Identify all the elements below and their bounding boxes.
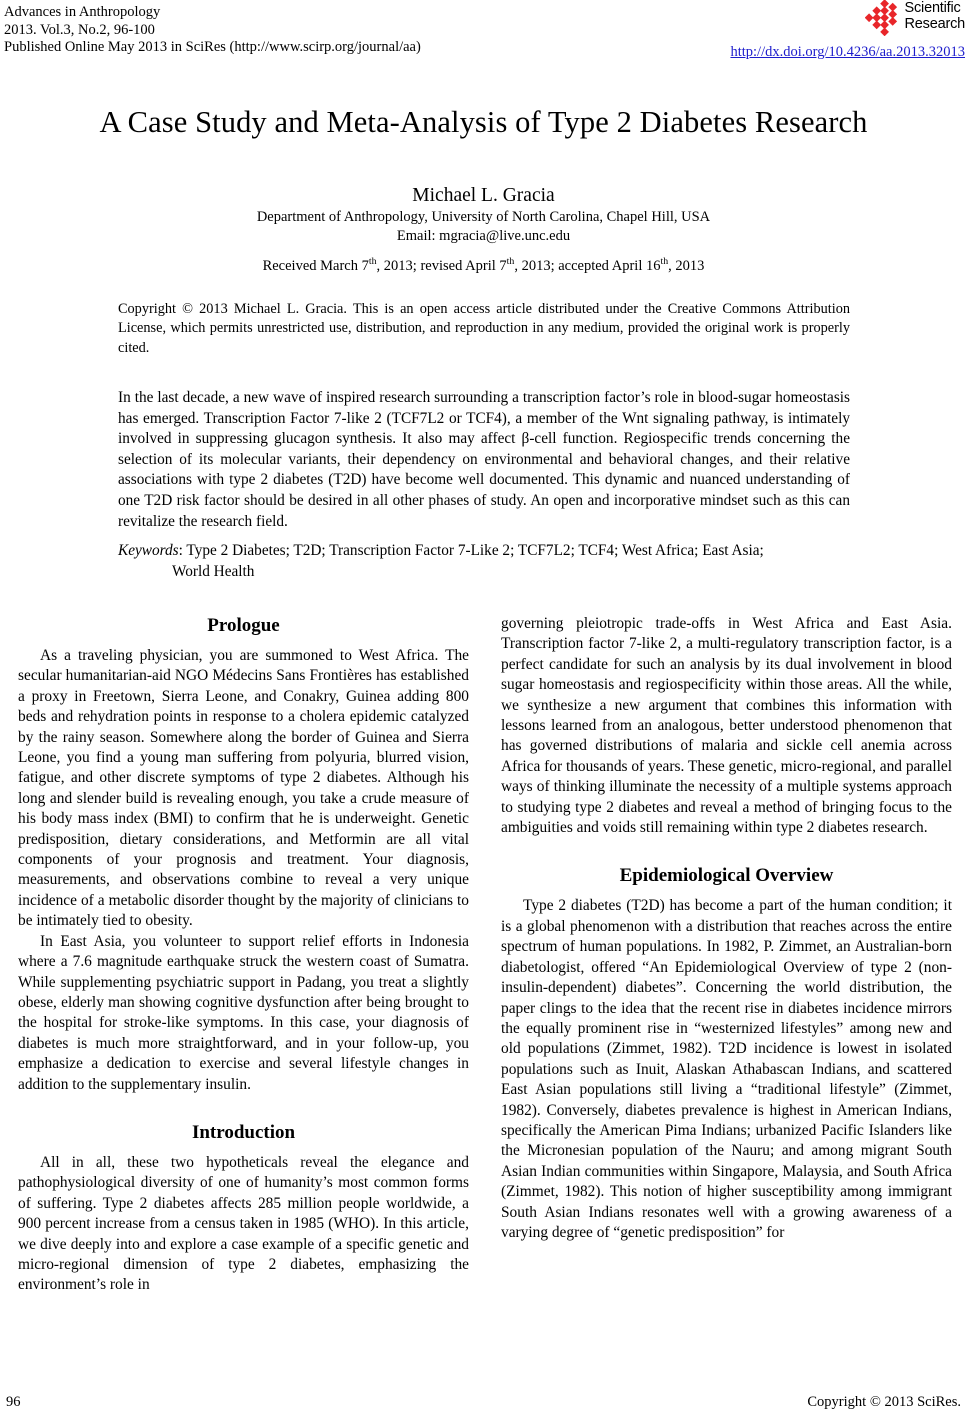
publisher-logo bbox=[845, 0, 965, 40]
section-heading-introduction: Introduction bbox=[191, 1121, 296, 1143]
revised-date-text: , 2013; revised April 7 bbox=[376, 258, 507, 274]
keywords-label: Keywords bbox=[118, 542, 179, 559]
page-footer bbox=[0, 1394, 967, 1411]
publisher-name bbox=[905, 0, 965, 32]
publisher-name-line2: Research bbox=[904, 15, 965, 32]
author-email: Email: mgracia@live.unc.edu bbox=[396, 228, 571, 244]
right-column bbox=[501, 614, 952, 1369]
author-affiliation: Department of Anthropology, University of North Carolina, Chapel Hill, USA bbox=[256, 209, 711, 225]
abstract-text: In the last decade, a new wave of inspired research surrounding a transcription factor’s role in blood-sugar homeostasis has emerged. Transcription Factor 7-like 2 (TCF7L2 or TCF4), a member of the Wnt signaling pathway, is intimately involved in suppressing glucagon synthesis. It also may affect β-cell function. Regiospecific trends concerning the selection of its molecular variants, their dependency on environmental and behavioral changes, and their relative associations with type 2 diabetes (T2D) have become well documented. This dynamic and nuanced understanding of one T2D risk factor should be desired in all other phases of study. An open and incorporative mindset such as this can revitalize the research field. bbox=[118, 389, 850, 530]
journal-published-line: Published Online May 2013 in SciRes (http://www.scirp.org/journal/aa) bbox=[4, 39, 421, 55]
section-heading-prologue: Prologue bbox=[207, 615, 280, 636]
author-block bbox=[0, 184, 967, 246]
author-name: Michael L. Gracia bbox=[412, 185, 555, 206]
ordinal-suffix-3: th bbox=[660, 256, 669, 268]
section-heading-epidemiological-overview: Epidemiological Overview bbox=[619, 865, 834, 887]
copyright-notice: Copyright © 2013 Michael L. Gracia. This is an open access article distributed under the Creative Commons Attribution License, which permits unrestricted use, distribution, and reproduction in any medium, provided the original work is properly cited. bbox=[118, 301, 850, 356]
page-title: A Case Study and Meta-Analysis of Type 2 Diabetes Research bbox=[99, 105, 868, 139]
paragraph-prologue-1: As a traveling physician, you are summoned to West Africa. The secular humanitarian-aid NGO Médecins Sans Frontières has established a proxy in Freetown, Sierra Leone, and Conakry, Guinea adding 800 beds and rehydration points in response to a cholera epidemic catalyzed by the rainy season. Somewhere along the border of Guinea and Sierra Leone, you find a young man suffering from polyuria, blurred vision, fatigue, and other discrete symptoms of type 2 diabetes. Although his long and slender build is revealing enough, you take a crude measure of his body mass index (BMI) to confirm that he is underweight. Genetic predisposition, dietary considerations, and Metformin are all vital components of your prognosis and treatment. Your diagnosis, measurements, and observations combine to reveal a very unique incidence of a metabolic disorder thought by the majority of clinicians to be intimately tied to obesity. bbox=[18, 647, 469, 930]
left-column bbox=[18, 614, 469, 1369]
keywords-block bbox=[118, 541, 850, 582]
publisher-name-line1: Scientific bbox=[904, 0, 961, 16]
publication-dates bbox=[0, 258, 967, 275]
accepted-date-text: , 2013; accepted April 16 bbox=[514, 258, 661, 274]
journal-masthead bbox=[4, 4, 644, 57]
paragraph-prologue-2: In East Asia, you volunteer to support relief efforts in Indonesia where a 7.6 magnitude earthquake struck the western coast of Sumatra. While supplementing psychiatric support in Padang, you treat a slightly obese, elderly man showing cognitive dysfunction after being brought to the hospital for stroke-like symptoms. In this case, your diagnosis of diabetes is much more straightforward, and in your follow-up, you emphasize a dedication to exercise and several lifestyle changes in addition to the supplementary insulin. bbox=[18, 932, 469, 1093]
ordinal-suffix-1: th bbox=[368, 256, 377, 268]
scientific-research-diamond-icon bbox=[865, 0, 903, 36]
journal-name: Advances in Anthropology bbox=[4, 4, 161, 20]
body-columns bbox=[18, 614, 953, 1369]
dates-year-suffix: , 2013 bbox=[668, 258, 705, 274]
footer-copyright: Copyright © 2013 SciRes. bbox=[807, 1394, 961, 1410]
ordinal-suffix-2: th bbox=[506, 256, 515, 268]
doi-link[interactable]: http://dx.doi.org/10.4236/aa.2013.32013 bbox=[730, 44, 965, 60]
keywords-list: : Type 2 Diabetes; T2D; Transcription Factor 7-Like 2; TCF7L2; TCF4; West Africa; East Asia; bbox=[178, 542, 764, 559]
received-date-text: Received March 7 bbox=[262, 258, 369, 274]
paragraph-introduction-continued: governing pleiotropic trade-offs in West Africa and East Asia. Transcription factor 7-like 2, a multi-regulatory transcription factor, is a perfect candidate for such an analysis by its dual involvement in blood sugar homeostasis and regiospecificity within those areas. All the while, we synthesize a new argument that combines this information with lessons learned from an analogous, better understood phenomenon that has governed distributions of malaria and sickle cell anemia across Africa for thousands of years. These genetic, micro-regional, and parallel ways of thinking illuminate the necessity of a multiple systems approach to studying type 2 diabetes and reveal a method of bringing focus to the ambiguities and voids still remaining within type 2 diabetes research. bbox=[501, 615, 952, 837]
paragraph-introduction-1: All in all, these two hypotheticals reveal the elegance and pathophysiological diversity of one of humanity’s most common forms of suffering. Type 2 diabetes affects 285 million people worldwide, a 900 percent increase from a census taken in 1985 (WHO). In this article, we dive deeply into and explore a case example of a specific genetic and micro-regional dimension of type 2 diabetes, emphasizing the environment’s role in bbox=[18, 1153, 469, 1294]
journal-issue-line: 2013. Vol.3, No.2, 96-100 bbox=[4, 21, 155, 38]
page-number: 96 bbox=[6, 1394, 21, 1410]
keywords-list-continued: World Health bbox=[172, 562, 255, 580]
paragraph-epidemiological-1: Type 2 diabetes (T2D) has become a part of the human condition; it is a global phenomenon with a distribution that reaches across the entire spectrum of human populations. In 1982, P. Zimmet, an Australian-born diabetologist, offered “An Epidemiological Overview of type 2 (non-insulin-dependent) diabetes”. Concerning the world distribution, the paper clings to the idea that the recent rise in diabetes incidence mirrors the equally prominent rise in “westernized lifestyles” among new and old populations (Zimmet, 1982). T2D incidence is lowest in isolated populations such as Inuit, Alaskan Athabascan Indians, and scattered East Asian populations still living a “traditional lifestyle” (Zimmet, 1982). Conversely, diabetes prevalence is highest in American Indians, specifically the American Pima Indians; urbanized Pacific Islanders like the Micronesian population of the Nauru; and among migrant South Asian Indian communities within Singapore, Malaysia, and South Africa (Zimmet, 1982). This notion of higher susceptibility among immigrant South Asian Indians resonates well with a growing awareness of a varying degree of “genetic predisposition” for bbox=[501, 897, 952, 1241]
